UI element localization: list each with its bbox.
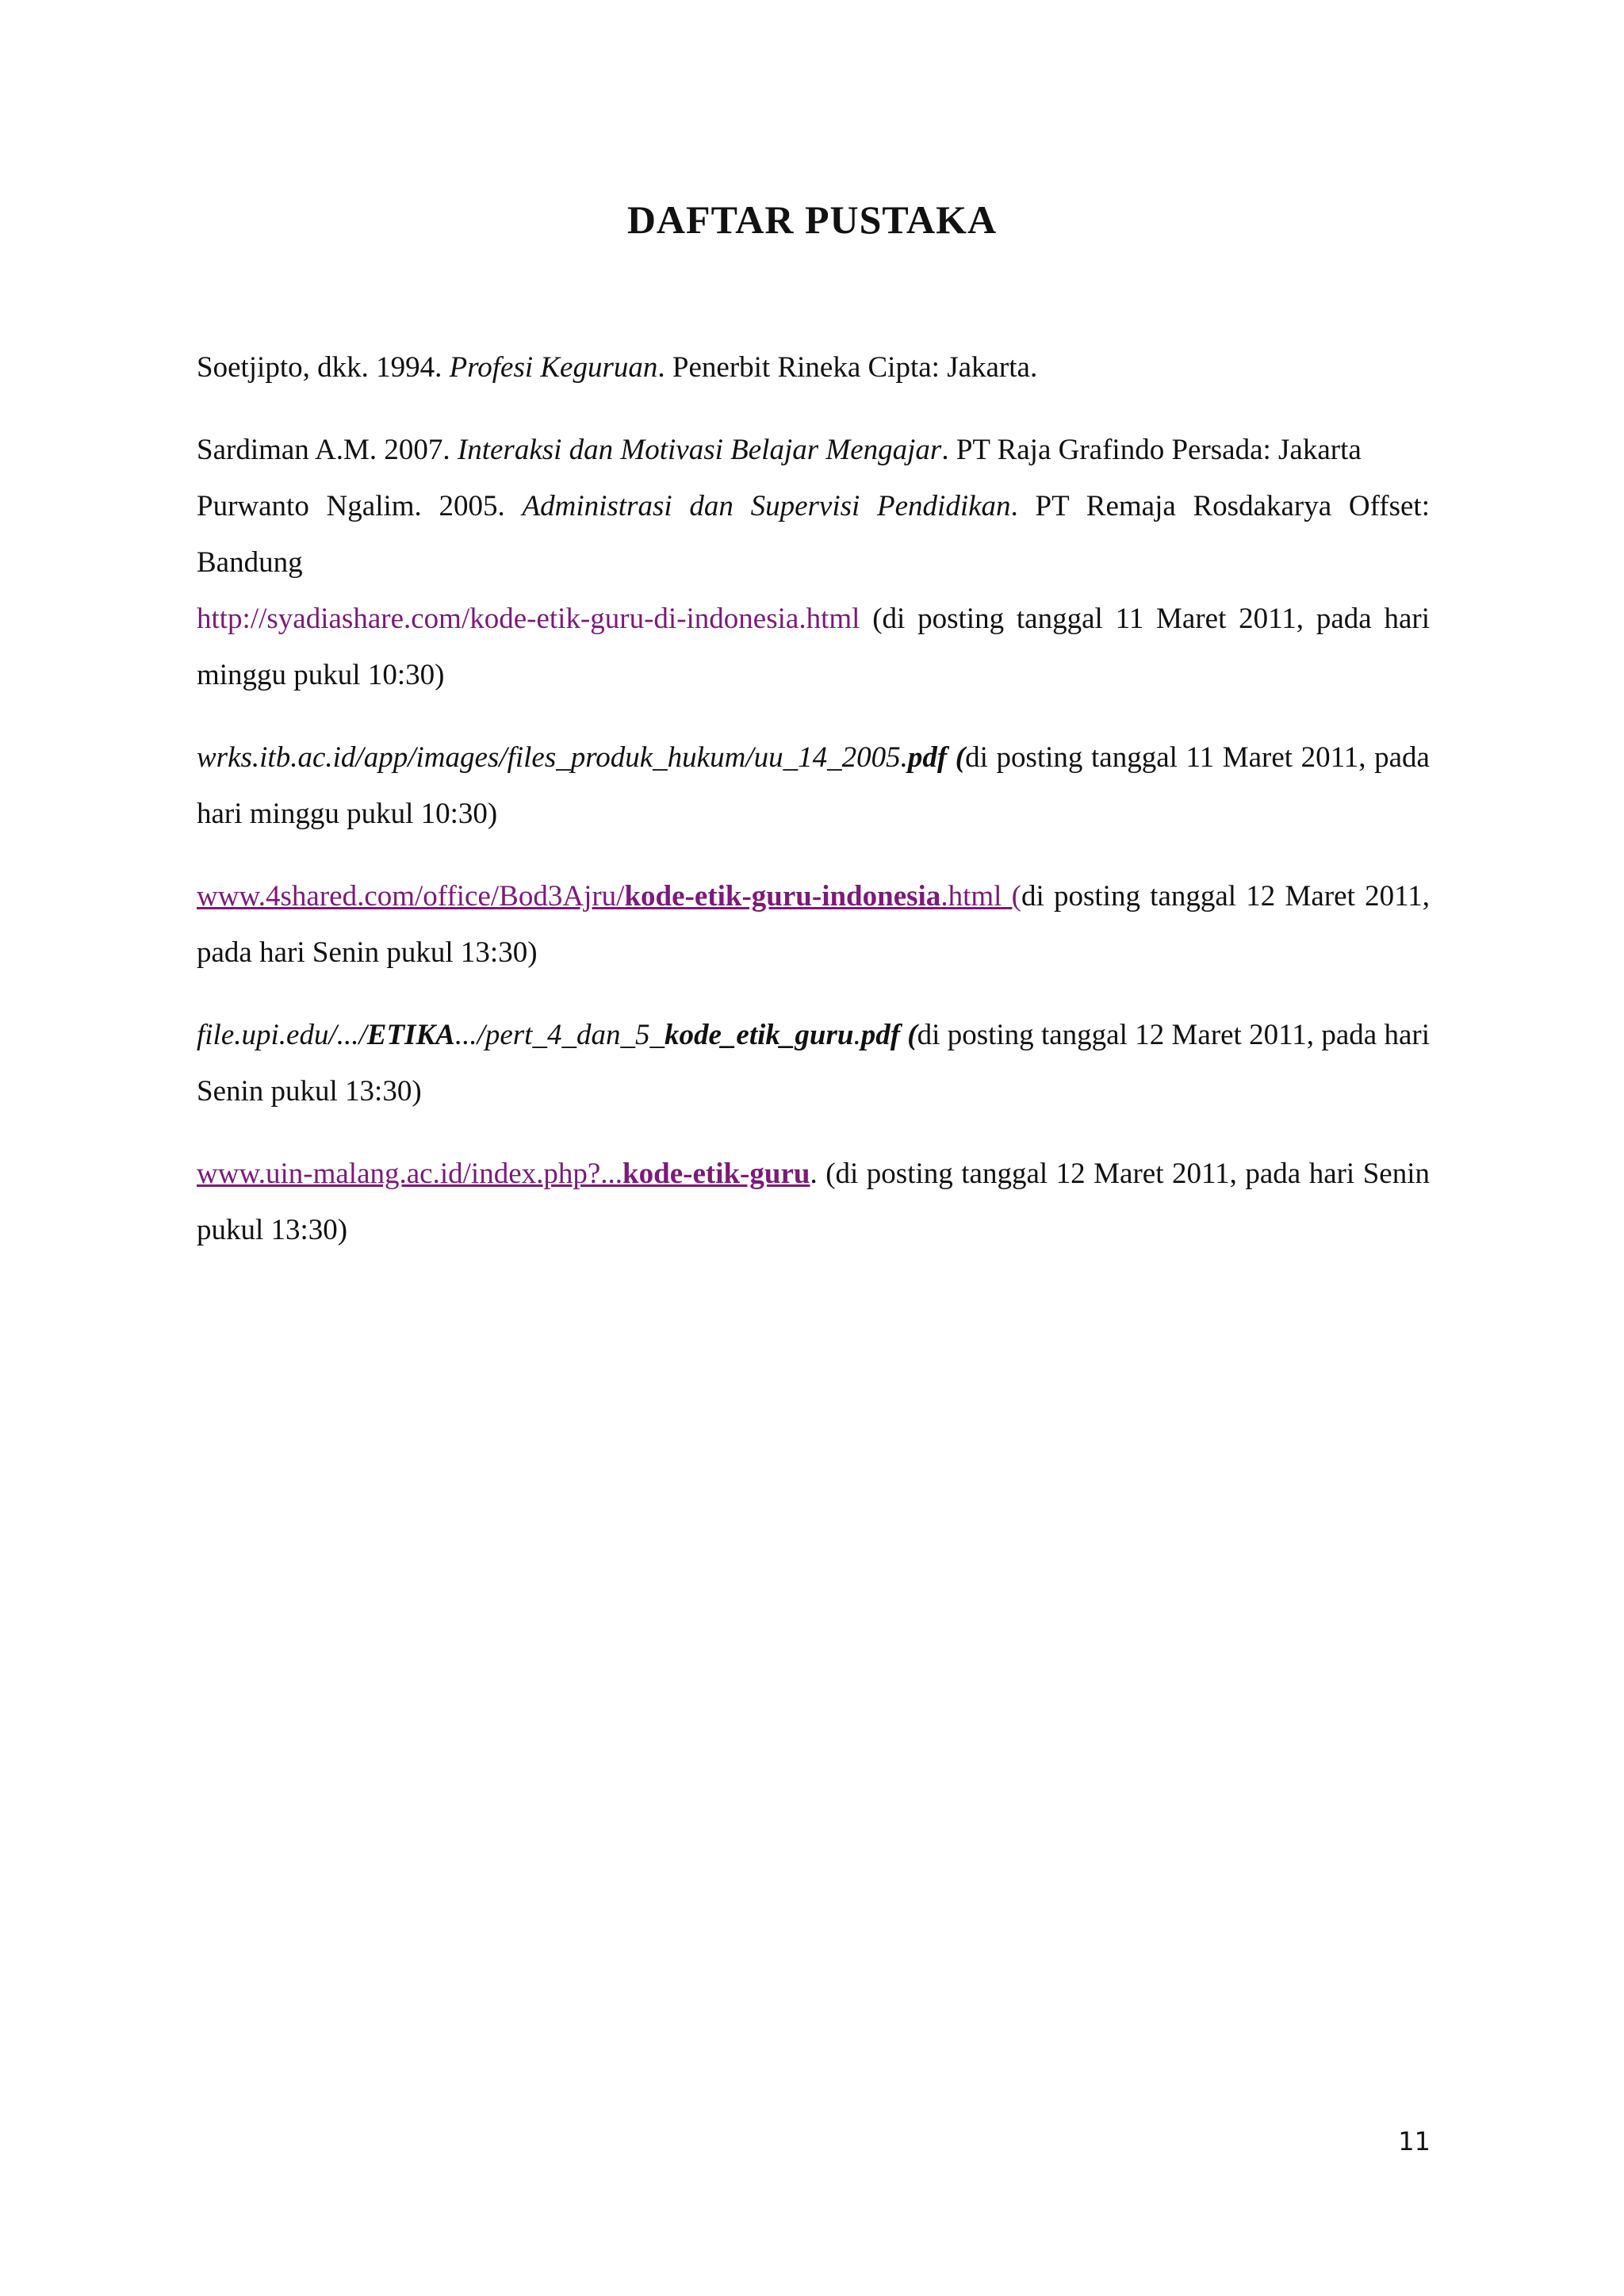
reference-url-keyword: kode-etik-guru-indonesia bbox=[624, 880, 941, 913]
reference-author-year: Purwanto Ngalim. 2005. bbox=[197, 490, 523, 522]
reference-note: (di posting tanggal 11 Maret 2011, pada hari minggu pukul 10:30) bbox=[197, 603, 1430, 691]
reference-item-uin-malang bbox=[197, 1146, 1430, 1258]
reference-item-itb bbox=[197, 729, 1430, 842]
reference-title: Administrasi dan Supervisi Pendidikan bbox=[522, 490, 1011, 522]
reference-title: Profesi Keguruan bbox=[449, 351, 658, 384]
reference-item-soetjipto bbox=[197, 339, 1430, 396]
reference-author-year: Soetjipto, dkk. 1994. bbox=[197, 351, 450, 384]
reference-url-part: file.upi.edu/.../ bbox=[197, 1019, 367, 1051]
reference-url-ext: .html ( bbox=[940, 880, 1021, 913]
reference-title: Interaksi dan Motivasi Belajar Mengajar bbox=[457, 434, 942, 466]
reference-url-ext: pdf ( bbox=[907, 741, 966, 774]
reference-publisher: . PT Remaja Rosdakarya Offset: Bandung bbox=[197, 490, 1430, 579]
page-title: DAFTAR PUSTAKA bbox=[626, 197, 998, 242]
reference-url-keyword: kode-etik-guru bbox=[622, 1158, 810, 1190]
reference-item-4shared bbox=[197, 868, 1430, 981]
reference-link-syadiashare[interactable]: http://syadiashare.com/kode-etik-guru-di-indonesia.html bbox=[197, 603, 860, 635]
reference-url-upi bbox=[197, 1019, 917, 1051]
reference-note: . (di posting tanggal 12 Maret 2011, pada hari Senin pukul 13:30) bbox=[197, 1158, 1430, 1246]
reference-url-part: ETIKA bbox=[366, 1019, 455, 1051]
reference-list bbox=[197, 339, 1430, 1258]
reference-url-part: pdf ( bbox=[860, 1019, 917, 1051]
reference-link-uin-malang[interactable] bbox=[197, 1158, 810, 1190]
reference-author-year: Sardiman A.M. 2007. bbox=[197, 434, 458, 466]
reference-publisher: . Penerbit Rineka Cipta: Jakarta. bbox=[657, 351, 1038, 384]
reference-note: di posting tanggal 11 Maret 2011, pada hari minggu pukul 10:30) bbox=[197, 741, 1430, 830]
reference-url-path: www.4shared.com/office/Bod3Ajru/ bbox=[197, 880, 625, 913]
reference-item-purwanto bbox=[197, 478, 1430, 591]
reference-publisher: . PT Raja Grafindo Persada: Jakarta bbox=[941, 434, 1362, 466]
reference-url-part: kode_etik_guru bbox=[664, 1019, 854, 1051]
reference-url-part: .../pert_4_dan_5_ bbox=[454, 1019, 665, 1051]
reference-url-path: www.uin-malang.ac.id/index.php?... bbox=[197, 1158, 623, 1190]
reference-item-sardiman bbox=[197, 422, 1430, 478]
reference-item-syadiashare bbox=[197, 591, 1430, 703]
reference-url-itb bbox=[197, 741, 965, 774]
reference-note: di posting tanggal 12 Maret 2011, pada hari Senin pukul 13:30) bbox=[197, 1019, 1430, 1108]
reference-url-path: wrks.itb.ac.id/app/images/files_produk_hukum/uu_14_2005. bbox=[197, 741, 908, 774]
reference-link-4shared[interactable] bbox=[197, 880, 1021, 913]
reference-url-part: . bbox=[853, 1019, 861, 1051]
reference-note: di posting tanggal 12 Maret 2011, pada hari Senin pukul 13:30) bbox=[197, 880, 1430, 969]
page-number: 11 bbox=[1398, 2126, 1431, 2156]
reference-item-upi bbox=[197, 1007, 1430, 1119]
